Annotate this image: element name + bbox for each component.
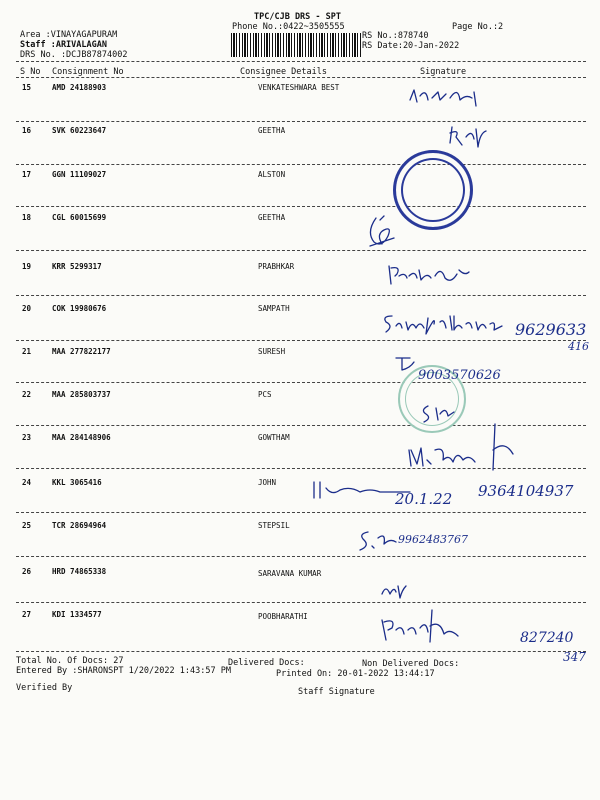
- row-consignment: CGL 60015699: [52, 213, 107, 222]
- row-consignee: SAMPATH: [258, 304, 290, 313]
- drs-number: DRS No. :DCJB87874002: [20, 50, 128, 60]
- row-sno: 16: [22, 126, 32, 135]
- divider: [16, 61, 586, 62]
- row-consignee: GOWTHAM: [258, 433, 290, 442]
- signature-row-20: [380, 310, 515, 336]
- row-consignee: SARAVANA KUMAR: [258, 569, 322, 578]
- row-divider: [16, 340, 586, 341]
- handwritten-note-poobharathi: 827240: [520, 630, 574, 646]
- row-consignment: KKL 3065416: [52, 478, 102, 487]
- row-consignee: PCS: [258, 390, 272, 399]
- row-consignee: JOHN: [258, 478, 277, 487]
- row-divider: [16, 164, 586, 165]
- row-consignment: COK 19980676: [52, 304, 107, 313]
- col-header-sno: S No: [20, 67, 41, 77]
- row-divider: [16, 295, 586, 296]
- signature-row-27: [378, 606, 468, 646]
- row-consignment: HRD 74865338: [52, 567, 107, 576]
- row-divider: [16, 206, 586, 207]
- staff-label: Staff :ARIVALAGAN: [20, 40, 107, 50]
- col-header-consignee: Consignee Details: [240, 67, 327, 77]
- signature-row-15: [408, 86, 488, 108]
- delivered-docs: Delivered Docs:: [228, 658, 305, 668]
- row-sno: 26: [22, 567, 32, 576]
- row-consignment: KDI 1334577: [52, 610, 102, 619]
- row-sno: 21: [22, 347, 32, 356]
- row-consignee: STEPSIL: [258, 521, 290, 530]
- document-title: TPC/CJB DRS - SPT: [254, 12, 341, 22]
- verified-by: Verified By: [16, 683, 73, 693]
- total-docs: Total No. Of Docs: 27: [16, 656, 124, 666]
- row-divider: [16, 556, 586, 557]
- col-header-consignment: Consignment No: [52, 67, 124, 77]
- handwritten-phone-john: 9364104937: [478, 482, 574, 500]
- row-consignment: TCR 28694964: [52, 521, 107, 530]
- row-consignee: GEETHA: [258, 126, 286, 135]
- page-number: Page No.:2: [452, 22, 504, 32]
- row-sno: 25: [22, 521, 32, 530]
- row-consignee: GEETHA: [258, 213, 286, 222]
- rs-number: RS No.:878740: [362, 31, 429, 41]
- non-delivered-docs: Non Delivered Docs:: [362, 659, 460, 669]
- row-sno: 15: [22, 83, 32, 92]
- handwritten-note-poobharathi-cont: 347: [563, 650, 586, 664]
- col-header-signature: Signature: [420, 67, 467, 77]
- row-consignment: AMD 24188903: [52, 83, 107, 92]
- row-sno: 17: [22, 170, 32, 179]
- row-consignee: POOBHARATHI: [258, 612, 308, 621]
- signature-row-26: [378, 580, 408, 600]
- row-consignment: SVK 60223647: [52, 126, 107, 135]
- row-consignee: PRABHKAR: [258, 262, 295, 271]
- row-consignment: MAA 284148906: [52, 433, 111, 442]
- row-sno: 27: [22, 610, 32, 619]
- handwritten-date-john: 20.1.22: [395, 490, 453, 508]
- row-sno: 24: [22, 478, 32, 487]
- handwritten-phone-stepsil: 9962483767: [398, 533, 468, 546]
- row-divider: [16, 121, 586, 122]
- barcode: [231, 33, 361, 57]
- row-consignment: MAA 277822177: [52, 347, 111, 356]
- divider: [16, 651, 586, 652]
- signature-row-18: [362, 212, 410, 252]
- row-consignment: KRR 5299317: [52, 262, 102, 271]
- printed-on: Printed On: 20-01-2022 13:44:17: [276, 669, 435, 679]
- staff-signature: Staff Signature: [298, 687, 375, 697]
- row-consignee: SURESH: [258, 347, 286, 356]
- phone-number: Phone No.:0422~3505555: [232, 22, 345, 32]
- handwritten-phone-sampath: 9629633: [515, 320, 587, 339]
- entered-by: Entered By :SHARONSPT 1/20/2022 1:43:57 PM: [16, 666, 231, 676]
- signature-row-23: [405, 420, 525, 474]
- divider: [16, 77, 586, 78]
- handwritten-phone-sampath-cont: 416: [568, 340, 589, 353]
- handwritten-phone-suresh: 9003570626: [418, 368, 501, 383]
- row-consignment: MAA 285803737: [52, 390, 111, 399]
- row-sno: 23: [22, 433, 32, 442]
- row-sno: 22: [22, 390, 32, 399]
- area-label: Area :VINAYAGAPURAM: [20, 30, 118, 40]
- row-sno: 18: [22, 213, 32, 222]
- row-sno: 20: [22, 304, 32, 313]
- signature-row-16: [446, 123, 496, 151]
- rs-date: RS Date:20-Jan-2022: [362, 41, 460, 51]
- row-consignee: VENKATESHWARA BEST: [258, 83, 340, 92]
- row-divider: [16, 250, 586, 251]
- row-divider: [16, 512, 586, 513]
- row-sno: 19: [22, 262, 32, 271]
- row-consignment: GGN 11109027: [52, 170, 107, 179]
- row-divider: [16, 602, 586, 603]
- row-consignee: ALSTON: [258, 170, 286, 179]
- signature-row-19: [385, 262, 475, 288]
